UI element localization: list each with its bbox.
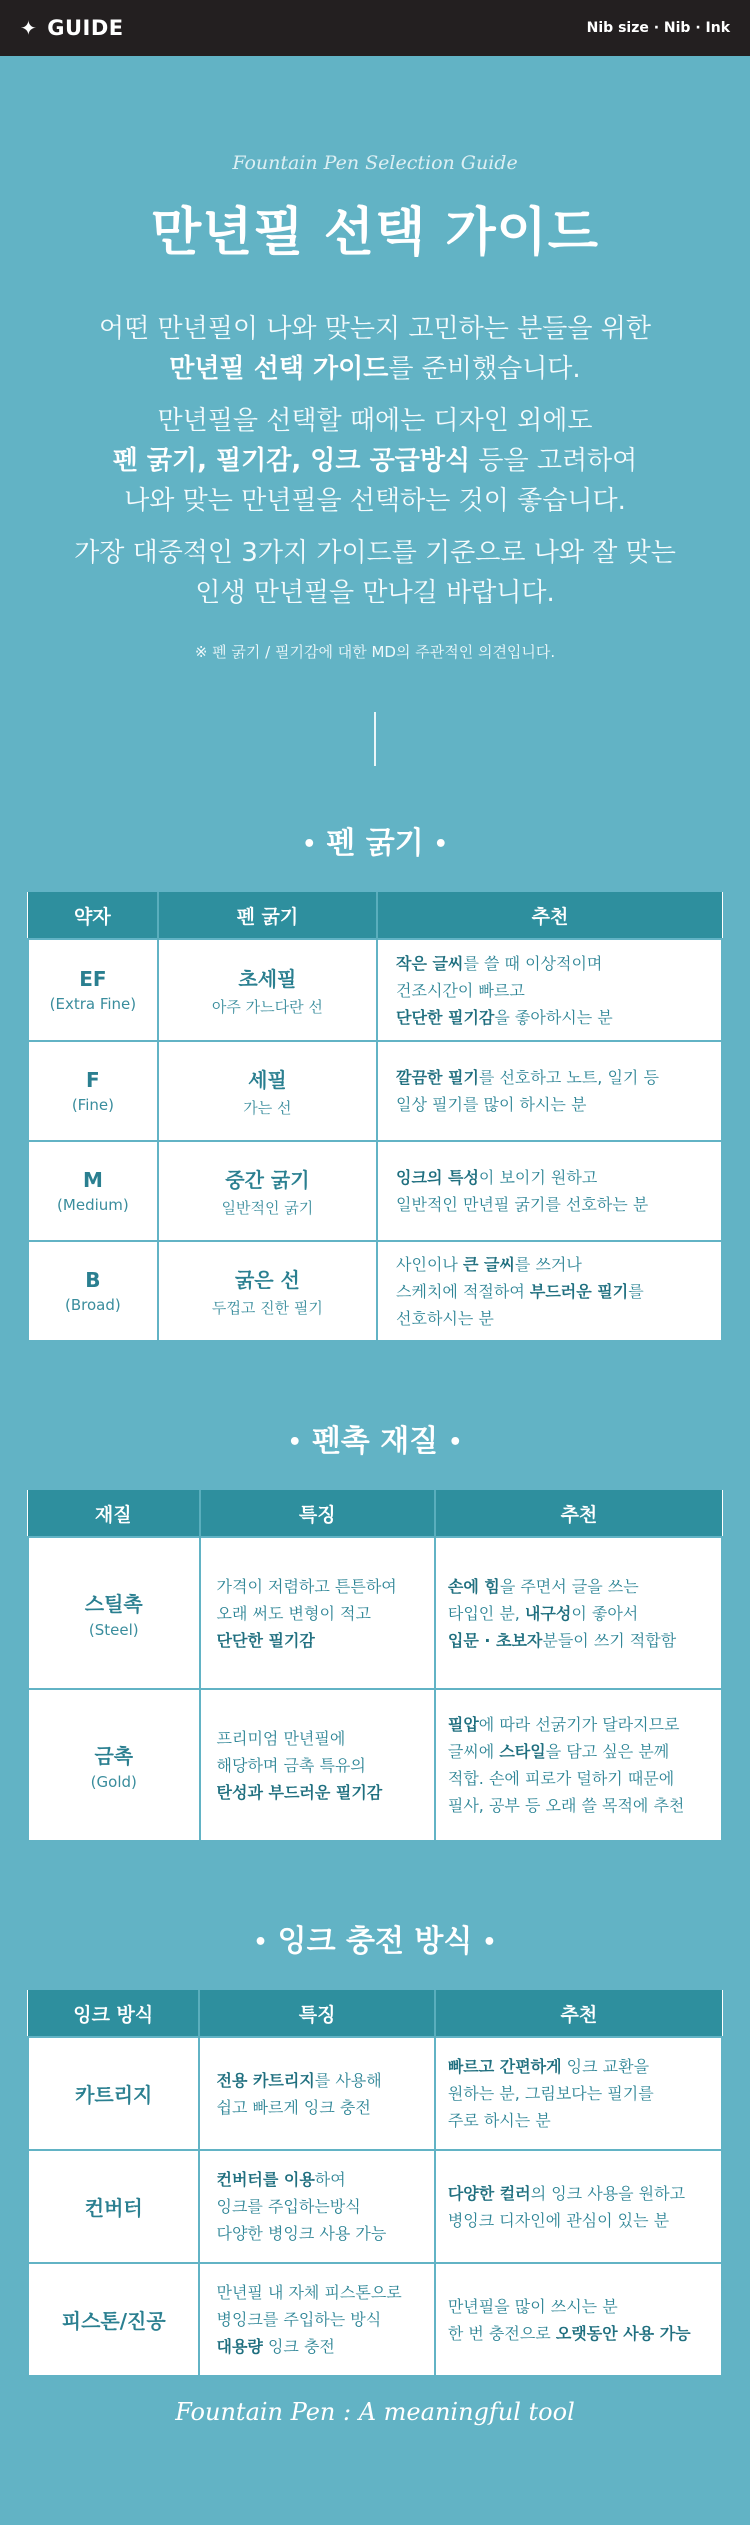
material-cell [28, 1537, 200, 1689]
cell-text: 병잉크를 주입하는 방식 [216, 2310, 382, 2329]
cell-line [216, 2094, 417, 2121]
section-title-material [0, 1416, 750, 1460]
cell-text: 을 담고 싶은 분께 [545, 1742, 670, 1761]
ink-method-name: 카트리지 [75, 2083, 153, 2107]
nib-abbr: EF [79, 967, 107, 991]
table-header-row [28, 1990, 722, 2037]
cell-text: 잉크 충전 [262, 2337, 335, 2356]
cell-text: 오래 써도 변형이 적고 [216, 1603, 371, 1623]
feature-cell [199, 2263, 434, 2376]
nib-abbr-full: (Broad) [65, 1296, 121, 1314]
table-header: 특징 [199, 1990, 434, 2037]
material-table [27, 1490, 723, 1842]
nib-abbr: M [82, 1168, 103, 1192]
cell-text: 적합. 손에 피로가 덜하기 때문에 [447, 1769, 675, 1788]
table-header: 약자 [28, 892, 158, 939]
emphasis-text: 빠르고 간편하게 [447, 2057, 562, 2076]
nib-abbr-full: (Extra Fine) [49, 995, 137, 1013]
ink-table [27, 1990, 723, 2377]
intro-paragraph-3 [0, 533, 750, 613]
cell-line [217, 1779, 418, 1806]
ink-method-cell [28, 2037, 199, 2150]
cell-text: 만년필을 많이 쓰시는 분 [447, 2296, 618, 2316]
emphasis-text: 오랫동안 사용 가능 [555, 2323, 691, 2343]
cell-text: 프리미엄 만년필에 [216, 1728, 346, 1748]
material-name-en: (Gold) [90, 1772, 137, 1791]
cell-line [448, 2293, 709, 2320]
width-desc: 가는 선 [243, 1099, 292, 1117]
intro-section [0, 56, 750, 766]
width-desc: 아주 가느다란 선 [211, 998, 323, 1016]
cell-text: 해당하며 금촉 특유의 [216, 1755, 366, 1775]
table-row [28, 1141, 722, 1241]
cell-line [448, 1792, 709, 1819]
cell-text: 건조시간이 빠르고 [396, 980, 525, 1000]
cell-text: 가격이 저렴하고 튼튼하여 [216, 1576, 397, 1596]
emphasis-text: 내구성 [524, 1603, 572, 1623]
script-subtitle: Fountain Pen Selection Guide [232, 152, 518, 174]
bullet-icon: • [253, 1930, 268, 1955]
recommend-cell [377, 1141, 722, 1241]
cell-text: 를 [628, 1281, 644, 1301]
bullet-icon: • [433, 832, 448, 857]
cell-text: 를 사용해 [314, 2070, 382, 2090]
nib-abbr-full: (Fine) [71, 1096, 114, 1114]
cell-line [396, 1004, 703, 1031]
cell-line [217, 1725, 418, 1752]
feature-cell [200, 1537, 435, 1689]
cell-line [396, 1164, 703, 1191]
cell-line [396, 950, 703, 977]
emphasis-text: 전용 카트리지 [216, 2070, 315, 2090]
nib-abbr: F [86, 1068, 100, 1092]
recommend-cell [435, 2150, 722, 2263]
cell-text: 스케치에 적절하여 [396, 1281, 530, 1301]
cell-line [216, 2333, 417, 2360]
table-row [28, 1041, 722, 1141]
material-name: 스틸촉 [84, 1591, 143, 1616]
table-header: 추천 [435, 1990, 722, 2037]
cell-text: 글씨에 [447, 1742, 500, 1761]
emphasis-text: 부드러운 필기 [529, 1281, 629, 1301]
cell-line [448, 1627, 709, 1654]
cell-line [216, 2306, 417, 2333]
cell-text: 를 쓰거나 [514, 1254, 582, 1274]
bullet-icon: • [482, 1930, 497, 1955]
intro-p2-line3: 나와 맞는 만년필을 선택하는 것이 좋습니다. [124, 486, 626, 516]
cell-text: 만년필 내 자체 피스톤으로 [216, 2283, 402, 2302]
cell-text: 다양한 병잉크 사용 가능 [216, 2224, 387, 2243]
cell-text: 를 선호하고 노트, 일기 등 [478, 1068, 659, 1087]
cell-line [396, 1091, 703, 1118]
material-cell [28, 1689, 200, 1841]
cell-line [396, 1305, 703, 1332]
cell-line [216, 2220, 417, 2247]
emphasis-text: 잉크의 특성 [396, 1168, 479, 1187]
cell-text: 한 번 충전으로 [447, 2323, 556, 2343]
cell-line [448, 1600, 709, 1627]
width-cell [158, 1241, 377, 1341]
intro-p2-line2 [0, 441, 750, 481]
intro-p1-bold: 만년필 선택 가이드 [169, 354, 389, 384]
cell-text: 을 주면서 글을 쓰는 [499, 1576, 639, 1596]
cell-text: 병잉크 디자인에 관심이 있는 분 [447, 2210, 670, 2230]
recommend-cell [435, 1689, 722, 1841]
feature-cell [200, 1689, 435, 1841]
cell-line [448, 2080, 709, 2107]
ink-method-name: 피스톤/진공 [61, 2309, 166, 2333]
cell-text: 사인이나 [396, 1254, 463, 1274]
material-name-en: (Steel) [88, 1620, 139, 1639]
cell-text: 일상 필기를 많이 하시는 분 [396, 1095, 587, 1114]
emphasis-text: 큰 글씨 [462, 1254, 515, 1274]
top-bar [0, 0, 750, 56]
section-title-width-text: 펜 굵기 [326, 826, 424, 861]
cell-text: 잉크를 주입하는방식 [216, 2197, 361, 2216]
cell-line [396, 1278, 703, 1305]
section-title-ink-text: 잉크 충전 방식 [277, 1924, 473, 1959]
divider-line [374, 712, 376, 766]
page-title: 만년필 선택 가이드 [150, 203, 600, 263]
cell-text: 선호하시는 분 [396, 1308, 494, 1328]
cell-text: 쉽고 빠르게 잉크 충전 [216, 2097, 371, 2117]
material-name: 금촉 [94, 1743, 134, 1768]
cell-line [217, 1573, 418, 1600]
brand[interactable] [20, 16, 124, 40]
emphasis-text: 단단한 필기감 [216, 1630, 315, 1650]
bullet-icon: • [287, 1430, 302, 1455]
abbr-cell [28, 1241, 158, 1341]
cell-text: 을 좋아하시는 분 [494, 1007, 613, 1027]
table-row [28, 2037, 722, 2150]
cell-line [217, 1752, 418, 1779]
recommend-cell [435, 1537, 722, 1689]
table-row [28, 1689, 722, 1841]
recommend-cell [377, 1241, 722, 1341]
cell-line [216, 2193, 417, 2220]
abbr-cell [28, 1141, 158, 1241]
emphasis-text: 다양한 컬러 [447, 2183, 531, 2203]
table-header-row [28, 1490, 722, 1537]
width-desc: 두껍고 진한 필기 [211, 1299, 323, 1317]
cell-line [448, 1711, 709, 1738]
cell-text: 이 좋아서 [571, 1603, 639, 1623]
emphasis-text: 필압 [447, 1715, 479, 1734]
width-name: 초세필 [238, 967, 297, 991]
table-header-row [28, 892, 722, 939]
cell-line [448, 1738, 709, 1765]
table-header: 추천 [435, 1490, 722, 1537]
cell-line [396, 977, 703, 1004]
table-row [28, 1537, 722, 1689]
cell-line [448, 2320, 709, 2347]
cell-line [396, 1251, 703, 1278]
intro-paragraph-1 [0, 309, 750, 389]
cell-line [448, 1765, 709, 1792]
width-cell [158, 939, 377, 1041]
recommend-cell [435, 2037, 722, 2150]
width-desc: 일반적인 굵기 [221, 1199, 314, 1217]
emphasis-text: 깔끔한 필기 [396, 1068, 479, 1087]
intro-p2-rest: 등을 고려하여 [470, 446, 638, 476]
cell-line [396, 1191, 703, 1218]
cell-line [216, 2067, 417, 2094]
recommend-cell [377, 1041, 722, 1141]
cell-line [217, 1627, 418, 1654]
cell-line [448, 2107, 709, 2134]
intro-p3-line1: 가장 대중적인 3가지 가이드를 기준으로 나와 잘 맞는 [74, 538, 676, 568]
table-row [28, 2150, 722, 2263]
cell-line [217, 1600, 418, 1627]
intro-p1-line1: 어떤 만년필이 나와 맞는지 고민하는 분들을 위한 [99, 314, 651, 344]
abbr-cell [28, 1041, 158, 1141]
ink-method-cell [28, 2150, 199, 2263]
intro-p1-rest: 를 준비했습니다. [388, 354, 581, 384]
emphasis-text: 작은 글씨 [396, 953, 464, 973]
emphasis-text: 스타일 [499, 1742, 546, 1761]
cell-line [216, 2279, 417, 2306]
ink-method-name: 컨버터 [84, 2196, 143, 2220]
feature-cell [199, 2150, 434, 2263]
cell-text: 필사, 공부 등 오래 쓸 목적에 추천 [447, 1796, 685, 1815]
emphasis-text: 단단한 필기감 [396, 1007, 495, 1027]
cell-text: 분들이 쓰기 적합함 [542, 1630, 677, 1650]
section-title-width [0, 818, 750, 862]
table-header: 특징 [200, 1490, 435, 1537]
intro-paragraph-2 [0, 401, 750, 521]
top-nav[interactable]: Nib size · Nib · Ink [586, 20, 730, 36]
cell-text: 를 쓸 때 이상적이며 [463, 953, 603, 973]
section-title-ink [0, 1916, 750, 1960]
cell-text: 이 보이기 원하고 [478, 1168, 598, 1187]
cell-text: 에 따라 선굵기가 달라지므로 [478, 1715, 680, 1734]
recommend-cell [377, 939, 722, 1041]
cell-line [448, 1573, 709, 1600]
cell-line [396, 1064, 703, 1091]
table-header: 재질 [28, 1490, 200, 1537]
table-row [28, 2263, 722, 2376]
intro-p3-line2: 인생 만년필을 만나길 바랍니다. [195, 578, 555, 608]
width-name: 굵은 선 [234, 1268, 300, 1292]
width-cell [158, 1041, 377, 1141]
bullet-icon: • [448, 1430, 463, 1455]
table-header: 펜 굵기 [158, 892, 377, 939]
cell-line [448, 2207, 709, 2234]
recommend-cell [435, 2263, 722, 2376]
cell-text: 의 잉크 사용을 원하고 [530, 2183, 686, 2203]
emphasis-text: 입문 · 초보자 [447, 1630, 543, 1650]
cell-text: 원하는 분, 그림보다는 필기를 [447, 2084, 654, 2103]
ink-method-cell [28, 2263, 199, 2376]
emphasis-text: 탄성과 부드러운 필기감 [216, 1782, 383, 1802]
table-row [28, 939, 722, 1041]
emphasis-text: 손에 힘 [447, 1576, 500, 1596]
width-name: 중간 굵기 [225, 1168, 310, 1192]
width-table [27, 892, 723, 1342]
table-header: 잉크 방식 [28, 1990, 199, 2037]
disclaimer-note: ※ 펜 굵기 / 필기감에 대한 MD의 주관적인 의견입니다. [194, 643, 556, 661]
intro-p2-line1: 만년필을 선택할 때에는 디자인 외에도 [157, 406, 593, 436]
intro-p1-line2 [0, 349, 750, 389]
nib-abbr-full: (Medium) [57, 1196, 129, 1214]
cell-text: 하여 [314, 2170, 346, 2189]
feature-cell [199, 2037, 434, 2150]
section-title-material-text: 펜촉 재질 [311, 1424, 439, 1459]
cell-text: 타입인 분, [447, 1603, 525, 1623]
emphasis-text: 컨버터를 이용 [216, 2170, 315, 2189]
abbr-cell [28, 939, 158, 1041]
sparkle-icon: ✦ [20, 16, 38, 40]
cell-text: 주로 하시는 분 [447, 2111, 551, 2130]
width-cell [158, 1141, 377, 1241]
table-row [28, 1241, 722, 1341]
cell-line [448, 2180, 709, 2207]
cell-text: 잉크 교환을 [561, 2057, 650, 2076]
footer-tagline: Fountain Pen : A meaningful tool [175, 2398, 575, 2426]
bullet-icon: • [302, 832, 317, 857]
cell-line [216, 2166, 417, 2193]
nib-abbr: B [85, 1268, 101, 1292]
brand-label: GUIDE [47, 16, 124, 40]
width-name: 세필 [248, 1068, 287, 1092]
cell-text: 일반적인 만년필 굵기를 선호하는 분 [396, 1195, 649, 1214]
intro-p2-bold: 펜 굵기, 필기감, 잉크 공급방식 [112, 446, 471, 476]
table-header: 추천 [377, 892, 722, 939]
emphasis-text: 대용량 [216, 2337, 263, 2356]
cell-line [448, 2053, 709, 2080]
